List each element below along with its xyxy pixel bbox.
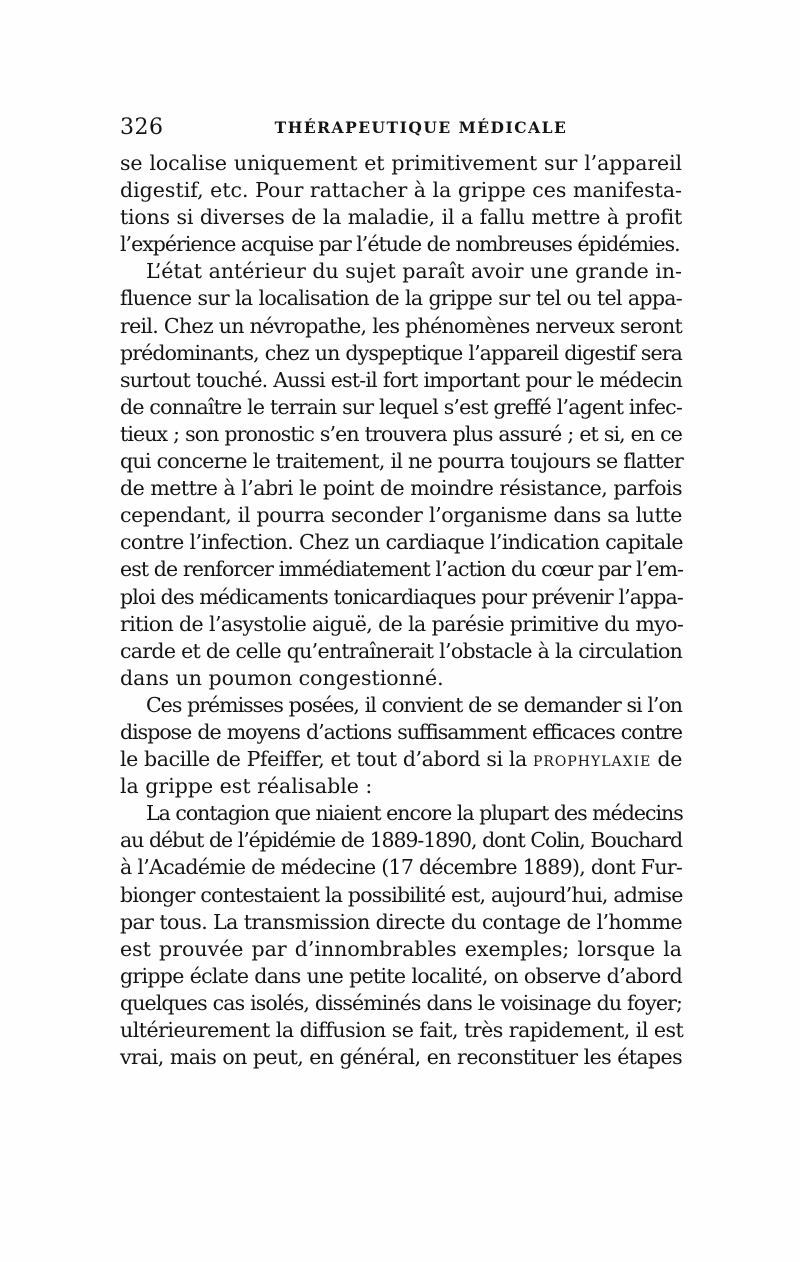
- text-line: cependant, il pourra seconder l’organisme dans sa lutte: [120, 503, 682, 528]
- text-line: surtout touché. Aussi est-il fort important pour le médecin: [120, 367, 682, 392]
- text-line: rition de l’asystolie aiguë, de la parésie primitive du myo-: [120, 611, 684, 636]
- text-line: grippe éclate dans une petite localité, on observe d’abord: [120, 963, 682, 988]
- text-line: est de renforcer immédiatement l’action du cœur par l’em-: [120, 557, 684, 582]
- running-title: THÉRAPEUTIQUE MÉDICALE: [274, 118, 568, 137]
- text-line: [120, 746, 682, 773]
- text-line: prédominants, chez un dyspeptique l’appareil digestif sera: [120, 340, 682, 365]
- text-line: par tous. La transmission directe du contage de l’homme: [120, 909, 682, 934]
- text-line: digestif, etc. Pour rattacher à la grippe ces manifesta-: [120, 178, 682, 203]
- text-segment: le bacille de Pfeiffer, et tout d’abord si la: [120, 747, 527, 772]
- text-line: qui concerne le traitement, il ne pourra toujours se flatter: [120, 449, 684, 474]
- body-text: [120, 150, 682, 1071]
- text-line: tieux ; son pronostic s’en trouvera plus assuré ; et si, en ce: [120, 421, 682, 446]
- text-line: reil. Chez un névropathe, les phénomènes nerveux seront: [120, 313, 682, 338]
- text-line: au début de l’épidémie de 1889-1890, dont Colin, Bouchard: [120, 828, 682, 853]
- page-number: 326: [120, 115, 164, 140]
- text-line: ploi des médicaments tonicardiaques pour prévenir l’appa-: [120, 584, 683, 609]
- text-line: ultérieurement la diffusion se fait, très rapidement, il est: [120, 1018, 684, 1042]
- text-line: fluence sur la localisation de la grippe sur tel ou tel appa-: [120, 286, 682, 311]
- text-line: L’état antérieur du sujet paraît avoir une grande in-: [146, 259, 682, 284]
- running-head: [120, 108, 682, 148]
- text-line: est prouvée par d’innombrables exemples; lorsque la: [120, 936, 682, 961]
- text-line: à l’Académie de médecine (17 décembre 1889), dont Fur-: [120, 855, 683, 880]
- text-line: de connaître le terrain sur lequel s’est greffé l’agent infec-: [120, 394, 682, 419]
- text-line: quelques cas isolés, disséminés dans le voisinage du foyer;: [120, 990, 682, 1015]
- text-line: contre l’infection. Chez un cardiaque l’indication capitale: [120, 530, 683, 555]
- text-line: dans un poumon congestionné.: [120, 665, 444, 690]
- text-line: bionger contestaient la possibilité est, aujourd’hui, admise: [120, 882, 683, 907]
- text-line: Ces prémisses posées, il convient de se demander si l’on: [146, 692, 682, 717]
- text-line: vrai, mais on peut, en général, en reconstituer les étapes: [120, 1045, 682, 1070]
- text-line: tions si diverses de la maladie, il a fallu mettre à profit: [120, 205, 682, 230]
- text-line: l’expérience acquise par l’étude de nombreuses épidémies.: [120, 232, 680, 257]
- text-line: carde et de celle qu’entraînerait l’obstacle à la circulation: [120, 638, 683, 663]
- text-line: se localise uniquement et primitivement sur l’appareil: [120, 151, 682, 175]
- prophylaxie-small-caps: PROPHYLAXIE: [532, 754, 652, 771]
- text-line: de mettre à l’abri le point de moindre résistance, parfois: [120, 476, 682, 501]
- text-line: dispose de moyens d’actions suffisamment efficaces contre: [120, 719, 682, 744]
- text-segment: de: [657, 747, 682, 772]
- text-line: La contagion que niaient encore la plupart des médecins: [146, 801, 683, 826]
- text-line: la grippe est réalisable :: [120, 774, 373, 799]
